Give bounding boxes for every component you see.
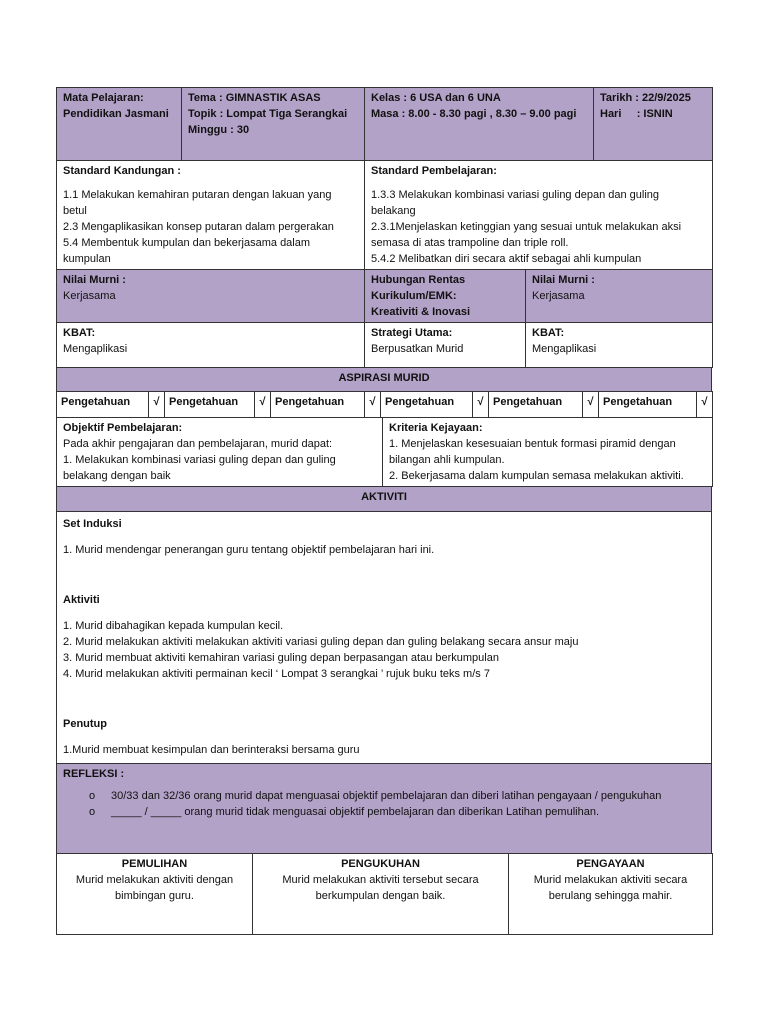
kbat-value: Mengaplikasi bbox=[63, 343, 128, 355]
refleksi-title: REFLEKSI : bbox=[63, 768, 125, 780]
topic: Topik : Lompat Tiga Serangkai bbox=[188, 108, 348, 120]
check-icon: √ bbox=[255, 392, 271, 418]
pengayaan-cell bbox=[509, 854, 713, 935]
pengayaan-title: PENGAYAAN bbox=[576, 858, 645, 870]
aspirasi-item: Pengetahuan bbox=[57, 392, 149, 418]
pengukuhan-cell bbox=[253, 854, 509, 935]
standards-table bbox=[56, 160, 713, 270]
criteria-cell bbox=[383, 418, 713, 487]
subject-cell bbox=[57, 88, 182, 161]
objectives-cell bbox=[57, 418, 383, 487]
nilai-value: Kerjasama bbox=[532, 290, 585, 302]
aspirasi-table bbox=[56, 391, 713, 418]
aspirasi-item: Pengetahuan bbox=[381, 392, 473, 418]
learning-standard-item: 2.3.1Menjelaskan ketinggian yang sesuai untuk melakukan aksi semasa di atas trampoline dan triple roll. bbox=[371, 221, 682, 249]
aktiviti-title: AKTIVITI bbox=[57, 487, 712, 512]
rentas-label: Hubungan Rentas bbox=[371, 274, 466, 286]
pemulihan-text: Murid melakukan aktiviti dengan bimbingan guru. bbox=[75, 874, 234, 902]
values-table bbox=[56, 269, 713, 323]
penutup-title: Penutup bbox=[63, 718, 107, 730]
nilai-cell-1 bbox=[57, 270, 365, 323]
aktiviti-table bbox=[56, 486, 712, 764]
pengukuhan-text: Murid melakukan aktiviti tersebut secara berkumpulan dengan baik. bbox=[282, 874, 479, 902]
week: Minggu : 30 bbox=[188, 124, 250, 136]
date-cell bbox=[594, 88, 713, 161]
date: Tarikh : 22/9/2025 bbox=[600, 92, 691, 104]
check-icon: √ bbox=[583, 392, 599, 418]
content-standard-item: 2.3 Mengaplikasikan konsep putaran dalam pergerakan bbox=[63, 221, 334, 233]
day-value: : ISNIN bbox=[636, 108, 673, 120]
kbat-cell-1 bbox=[57, 323, 365, 368]
day-label: Hari bbox=[600, 108, 622, 120]
aspirasi-item: Pengetahuan bbox=[165, 392, 255, 418]
strategy-cell bbox=[365, 323, 526, 368]
content-standard-item: 1.1 Melakukan kemahiran putaran dengan lakuan yang betul bbox=[63, 189, 332, 217]
kbat-cell-2 bbox=[526, 323, 713, 368]
activity-item: 4. Murid melakukan aktiviti permainan kecil ‘ Lompat 3 serangkai ’ rujuk buku teks m/s 7 bbox=[63, 668, 490, 680]
objectives-table bbox=[56, 417, 713, 487]
footer-table bbox=[56, 853, 713, 935]
refleksi-list bbox=[89, 788, 705, 820]
refleksi-item: o 30/33 dan 32/36 orang murid dapat menguasai objektif pembelajaran dan diberi latihan pengayaan / pengukuhan bbox=[89, 788, 705, 804]
refleksi-item: o _____ / _____ orang murid tidak menguasai objektif pembelajaran dan diberikan Latihan pemulihan. bbox=[89, 804, 705, 820]
strategy-label: Strategi Utama: bbox=[371, 327, 453, 339]
rentas-label: Kurikulum/EMK: bbox=[371, 290, 457, 302]
rentas-cell bbox=[365, 270, 526, 323]
content-standard-item: 5.4 Membentuk kumpulan dan bekerjasama dalam kumpulan bbox=[63, 237, 311, 265]
check-icon: √ bbox=[149, 392, 165, 418]
nilai-value: Kerjasama bbox=[63, 290, 116, 302]
kbat-table bbox=[56, 322, 713, 368]
check-icon: √ bbox=[365, 392, 381, 418]
kbat-label: KBAT: bbox=[63, 327, 96, 339]
aspirasi-item: Pengetahuan bbox=[599, 392, 697, 418]
theme: Tema : GIMNASTIK ASAS bbox=[188, 92, 321, 104]
subject-value: Pendidikan Jasmani bbox=[63, 108, 169, 120]
pemulihan-title: PEMULIHAN bbox=[121, 858, 188, 870]
learning-standard-item: 1.3.3 Melakukan kombinasi variasi guling depan dan guling belakang bbox=[371, 189, 660, 217]
aspirasi-title: ASPIRASI MURID bbox=[57, 368, 712, 392]
learning-standard-item: 5.4.2 Melibatkan diri secara aktif sebagai ahli kumpulan bbox=[371, 253, 642, 265]
activity-title: Aktiviti bbox=[63, 594, 100, 606]
refleksi-cell bbox=[57, 764, 712, 854]
time: Masa : 8.00 - 8.30 pagi , 8.30 – 9.00 pagi bbox=[371, 108, 577, 120]
criteria-title: Kriteria Kejayaan: bbox=[389, 422, 483, 434]
learning-standard-cell bbox=[365, 161, 713, 270]
objectives-intro: Pada akhir pengajaran dan pembelajaran, murid dapat: bbox=[63, 438, 333, 450]
activity-item: 1. Murid dibahagikan kepada kumpulan kecil. bbox=[63, 620, 284, 632]
nilai-cell-2 bbox=[526, 270, 713, 323]
kbat-label: KBAT: bbox=[532, 327, 565, 339]
learning-standard-title: Standard Pembelajaran: bbox=[371, 165, 497, 177]
content-standard-title: Standard Kandungan : bbox=[63, 165, 181, 177]
pengukuhan-title: PENGUKUHAN bbox=[341, 858, 420, 870]
aktiviti-body bbox=[57, 512, 712, 764]
criteria-item: 2. Bekerjasama dalam kumpulan semasa melakukan aktiviti. bbox=[389, 470, 684, 482]
activity-item: 2. Murid melakukan aktiviti melakukan aktiviti variasi guling depan dan guling belakang secara ansur maju bbox=[63, 636, 579, 648]
nilai-label: Nilai Murni : bbox=[63, 274, 126, 286]
induksi-item: 1. Murid mendengar penerangan guru tentang objektif pembelajaran hari ini. bbox=[63, 544, 435, 556]
nilai-label: Nilai Murni : bbox=[532, 274, 595, 286]
kbat-value: Mengaplikasi bbox=[532, 343, 597, 355]
day bbox=[600, 106, 706, 122]
check-icon: √ bbox=[697, 392, 713, 418]
theme-cell bbox=[182, 88, 365, 161]
pengayaan-text: Murid melakukan aktiviti secara berulang sehingga mahir. bbox=[533, 874, 688, 902]
penutup-item: 1.Murid membuat kesimpulan dan berinteraksi bersama guru bbox=[63, 744, 360, 756]
pemulihan-cell bbox=[57, 854, 253, 935]
strategy-value: Berpusatkan Murid bbox=[371, 343, 464, 355]
aspirasi-title-table bbox=[56, 367, 712, 392]
class-cell bbox=[365, 88, 594, 161]
objectives-title: Objektif Pembelajaran: bbox=[63, 422, 183, 434]
activity-item: 3. Murid membuat aktiviti kemahiran variasi guling depan berpasangan atau berkumpulan bbox=[63, 652, 499, 664]
criteria-item: 1. Menjelaskan kesesuaian bentuk formasi piramid dengan bilangan ahli kumpulan. bbox=[389, 438, 676, 466]
subject-label: Mata Pelajaran: bbox=[63, 92, 144, 104]
content-standard-cell bbox=[57, 161, 365, 270]
aspirasi-item: Pengetahuan bbox=[271, 392, 365, 418]
lesson-plan-sheet bbox=[56, 87, 712, 935]
rentas-value: Kreativiti & Inovasi bbox=[371, 306, 471, 318]
aspirasi-item: Pengetahuan bbox=[489, 392, 583, 418]
check-icon: √ bbox=[473, 392, 489, 418]
refleksi-table bbox=[56, 763, 712, 854]
class: Kelas : 6 USA dan 6 UNA bbox=[371, 92, 501, 104]
induksi-title: Set Induksi bbox=[63, 518, 122, 530]
header-table bbox=[56, 87, 713, 161]
objectives-item: 1. Melakukan kombinasi variasi guling depan dan guling belakang dengan baik bbox=[63, 454, 336, 482]
